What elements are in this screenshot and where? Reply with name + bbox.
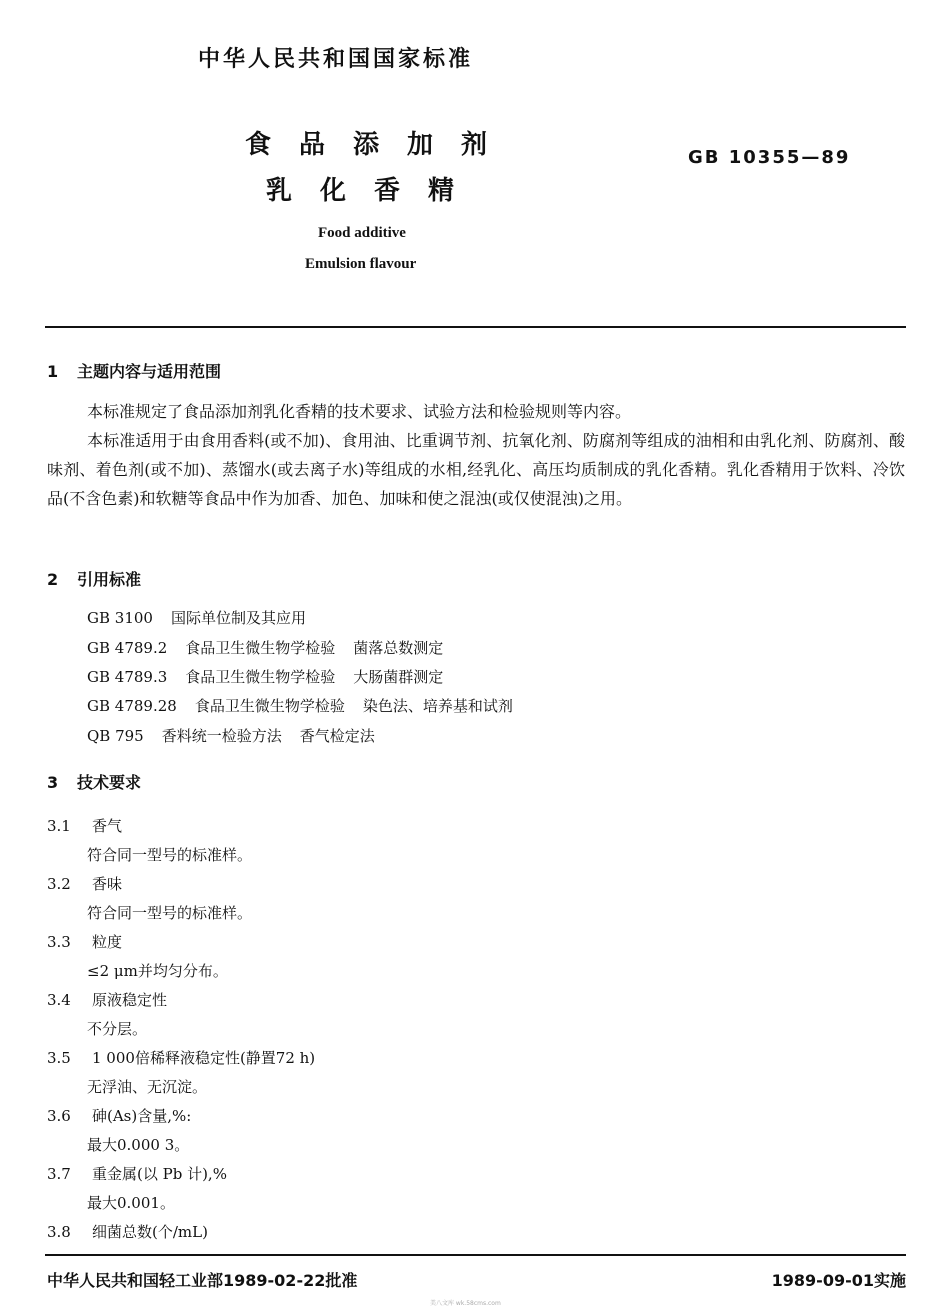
requirement-number: 3.3 — [47, 933, 71, 951]
english-title-line2: Emulsion flavour — [305, 256, 417, 272]
requirement-name: 粒度 — [92, 933, 123, 951]
reference-subtitle: 大肠菌群测定 — [353, 668, 444, 686]
requirement-number: 3.1 — [47, 817, 71, 835]
reference-title: 食品卫生微生物学检验 — [185, 668, 336, 686]
requirement-number: 3.5 — [47, 1049, 71, 1067]
section-1-paragraph-1: 本标准规定了食品添加剂乳化香精的技术要求、试验方法和检验规则等内容。 — [87, 402, 632, 421]
reference-code: QB 795 — [87, 727, 144, 745]
requirement-number: 3.4 — [47, 991, 71, 1009]
section-1-heading — [47, 359, 221, 382]
document-title-line2: 乳化香精 — [266, 176, 483, 206]
effective-date: 1989-09-01实施 — [771, 1271, 906, 1290]
requirement-value: 无浮油、无沉淀。 — [87, 1078, 208, 1096]
reference-title: 香料统一检验方法 — [161, 727, 282, 745]
approval-statement: 中华人民共和国轻工业部1989-02-22批准 — [47, 1271, 358, 1290]
document-title-line1: 食品添加剂 — [245, 130, 516, 160]
header-divider — [45, 326, 906, 328]
section-number: 2 — [47, 570, 59, 589]
requirement-value: 不分层。 — [87, 1020, 148, 1038]
requirement-number: 3.8 — [47, 1223, 71, 1241]
requirement-item — [47, 989, 167, 1010]
section-3-heading — [47, 770, 141, 793]
english-title-line1: Food additive — [318, 225, 406, 241]
requirement-item — [47, 1163, 227, 1184]
requirement-name: 砷(As)含量,%: — [92, 1107, 192, 1125]
reference-item — [87, 725, 375, 746]
reference-code: GB 4789.28 — [87, 697, 177, 715]
reference-code: GB 3100 — [87, 609, 153, 627]
reference-title: 国际单位制及其应用 — [170, 609, 306, 627]
requirement-number: 3.6 — [47, 1107, 71, 1125]
requirement-value: 最大0.000 3。 — [87, 1136, 190, 1154]
requirement-value: 符合同一型号的标准样。 — [87, 846, 253, 864]
requirement-item — [47, 873, 122, 894]
requirement-item — [47, 931, 122, 952]
reference-item — [87, 695, 513, 716]
reference-subtitle: 染色法、培养基和试剂 — [362, 697, 513, 715]
section-2-heading — [47, 567, 141, 590]
requirement-item — [47, 1047, 315, 1068]
requirement-name: 细菌总数(个/mL) — [92, 1223, 208, 1241]
reference-subtitle: 香气检定法 — [299, 727, 375, 745]
standard-code: GB 10355—89 — [688, 147, 851, 168]
reference-title: 食品卫生微生物学检验 — [194, 697, 345, 715]
reference-code: GB 4789.2 — [87, 639, 168, 657]
requirement-name: 香味 — [92, 875, 123, 893]
reference-item — [87, 607, 306, 628]
section-title: 主题内容与适用范围 — [77, 362, 222, 381]
requirement-item — [47, 1105, 191, 1126]
requirement-name: 香气 — [92, 817, 123, 835]
watermark: 美八文库 wk.58cms.com — [430, 1300, 501, 1307]
footer-divider — [45, 1254, 906, 1256]
reference-subtitle: 菌落总数测定 — [353, 639, 444, 657]
requirement-value: 符合同一型号的标准样。 — [87, 904, 253, 922]
requirement-name: 原液稳定性 — [92, 991, 168, 1009]
requirement-item — [47, 1221, 208, 1242]
section-title: 技术要求 — [77, 773, 142, 792]
requirement-item — [47, 815, 122, 836]
section-title: 引用标准 — [77, 570, 142, 589]
requirement-name: 重金属(以 Pb 计),% — [92, 1165, 227, 1183]
requirement-number: 3.2 — [47, 875, 71, 893]
reference-item — [87, 666, 443, 687]
section-1-paragraph-2: 本标准适用于由食用香料(或不加)、食用油、比重调节剂、抗氧化剂、防腐剂等组成的油相和由乳化剂、防腐剂、酸味剂、着色剂(或不加)、蒸馏水(或去离子水)等组成的水相,经乳化、高压均质制成的乳化香精。乳化香精用于饮料、冷饮品(不含色素)和软糖等食品中作为加香、加色、加味和使之混浊(或仅使混浊)之用。 — [47, 431, 905, 508]
requirement-value: ≤2 μm并均匀分布。 — [87, 962, 228, 980]
requirement-value: 最大0.001。 — [87, 1194, 175, 1212]
section-number: 3 — [47, 773, 59, 792]
reference-code: GB 4789.3 — [87, 668, 168, 686]
reference-item — [87, 637, 443, 658]
requirement-name: 1 000倍稀释液稳定性(静置72 h) — [92, 1049, 316, 1067]
standard-org-title: 中华人民共和国国家标准 — [198, 47, 474, 72]
reference-title: 食品卫生微生物学检验 — [185, 639, 336, 657]
section-number: 1 — [47, 362, 59, 381]
requirement-number: 3.7 — [47, 1165, 71, 1183]
